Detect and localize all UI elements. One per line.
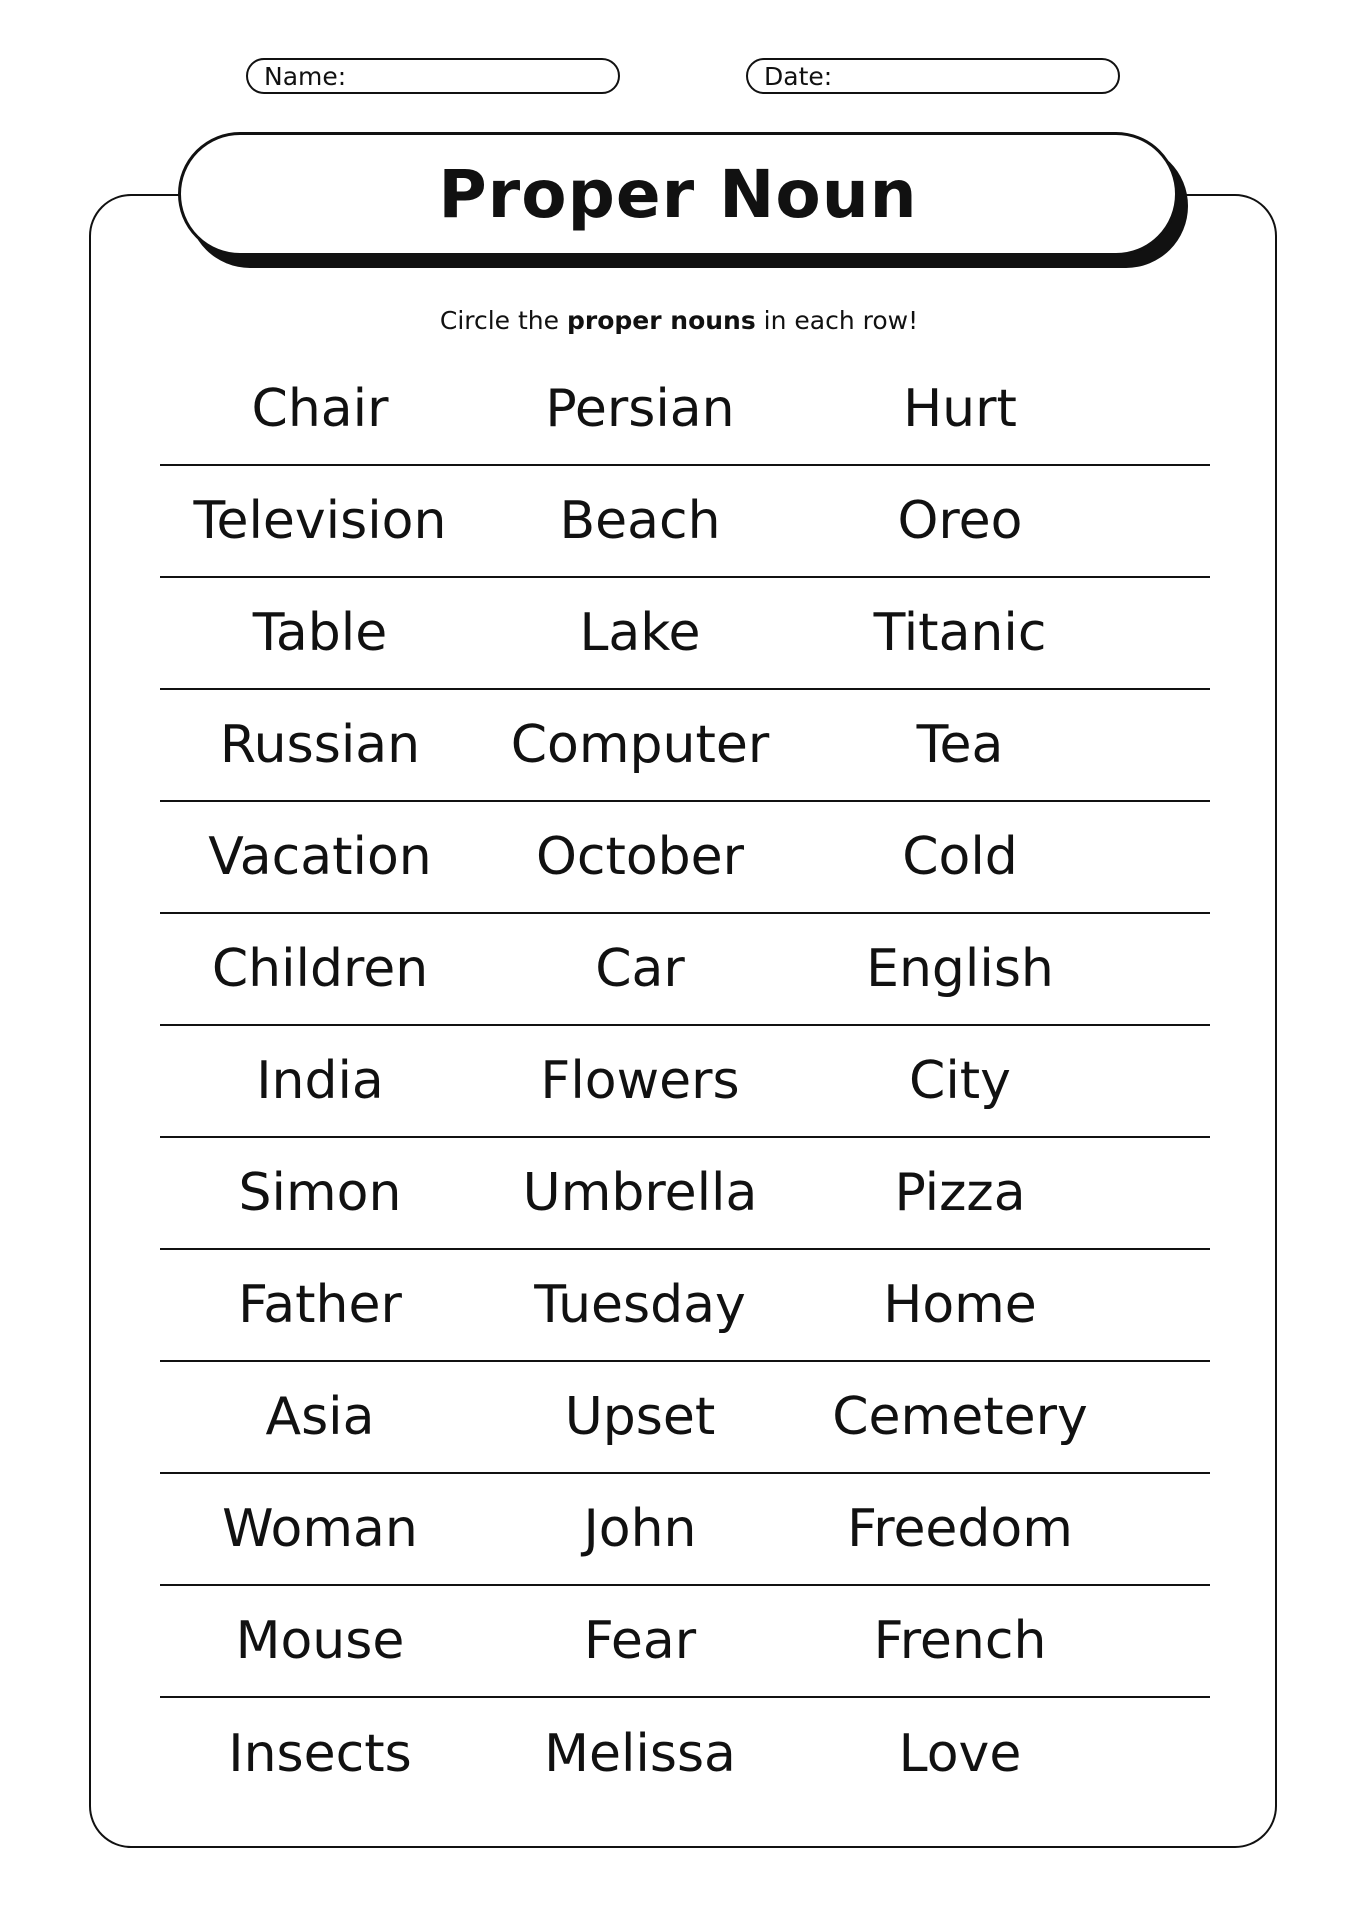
word-item[interactable]: Fear xyxy=(583,1611,697,1671)
word-item[interactable]: Pizza xyxy=(894,1163,1026,1223)
word-item[interactable]: Children xyxy=(211,939,429,999)
word-row xyxy=(160,690,1210,802)
word-item[interactable]: Oreo xyxy=(897,491,1023,551)
word-item[interactable]: Car xyxy=(595,939,685,999)
name-label: Name: xyxy=(264,61,347,91)
instruction-before: Circle the xyxy=(439,306,567,335)
word-item[interactable]: Simon xyxy=(238,1163,402,1223)
word-item[interactable]: Mouse xyxy=(235,1611,405,1671)
word-item[interactable]: October xyxy=(535,827,745,887)
instruction-after: in each row! xyxy=(755,306,919,335)
word-item[interactable]: Lake xyxy=(579,603,701,663)
instruction-emphasis: proper nouns xyxy=(566,306,756,335)
word-item[interactable]: English xyxy=(866,939,1054,999)
word-item[interactable]: Table xyxy=(252,603,388,663)
word-item[interactable]: Home xyxy=(883,1275,1037,1335)
word-row xyxy=(160,1586,1210,1698)
word-item[interactable]: Persian xyxy=(545,379,735,439)
word-item[interactable]: Chair xyxy=(251,379,389,439)
word-row xyxy=(160,1474,1210,1586)
name-field[interactable] xyxy=(246,58,620,94)
page-title: Proper Noun xyxy=(438,155,918,233)
word-item[interactable]: French xyxy=(873,1611,1047,1671)
word-row xyxy=(160,1138,1210,1250)
word-row xyxy=(160,466,1210,578)
word-item[interactable]: Flowers xyxy=(540,1051,740,1111)
title-banner xyxy=(178,132,1178,256)
word-row xyxy=(160,1362,1210,1474)
word-row xyxy=(160,1698,1210,1810)
word-row xyxy=(160,914,1210,1026)
word-item[interactable]: Insects xyxy=(228,1724,412,1784)
word-item[interactable]: India xyxy=(256,1051,384,1111)
word-item[interactable]: Russian xyxy=(219,715,421,775)
word-row xyxy=(160,354,1210,466)
word-item[interactable]: Cold xyxy=(902,827,1018,887)
word-item[interactable]: Hurt xyxy=(903,379,1017,439)
word-row xyxy=(160,578,1210,690)
word-item[interactable]: Upset xyxy=(564,1387,716,1447)
word-row xyxy=(160,1026,1210,1138)
word-item[interactable]: Vacation xyxy=(208,827,432,887)
word-item[interactable]: Computer xyxy=(510,715,770,775)
word-item[interactable]: Woman xyxy=(222,1499,418,1559)
word-item[interactable]: Tuesday xyxy=(534,1275,746,1335)
word-item[interactable]: Father xyxy=(238,1275,402,1335)
word-item[interactable]: Beach xyxy=(559,491,721,551)
word-item[interactable]: Freedom xyxy=(847,1499,1073,1559)
word-item[interactable]: Television xyxy=(193,491,447,551)
word-item[interactable]: John xyxy=(583,1499,697,1559)
word-item[interactable]: Tea xyxy=(916,715,1004,775)
word-item[interactable]: Titanic xyxy=(873,603,1047,663)
date-label: Date: xyxy=(764,61,833,91)
word-item[interactable]: Asia xyxy=(265,1387,375,1447)
word-item[interactable]: Cemetery xyxy=(832,1387,1088,1447)
word-item[interactable]: Umbrella xyxy=(522,1163,758,1223)
date-field[interactable] xyxy=(746,58,1120,94)
word-row xyxy=(160,802,1210,914)
word-row xyxy=(160,1250,1210,1362)
word-item[interactable]: City xyxy=(909,1051,1011,1111)
word-item[interactable]: Melissa xyxy=(544,1724,736,1784)
word-item[interactable]: Love xyxy=(898,1724,1022,1784)
instruction-text xyxy=(0,306,1358,335)
word-table xyxy=(160,354,1210,1810)
